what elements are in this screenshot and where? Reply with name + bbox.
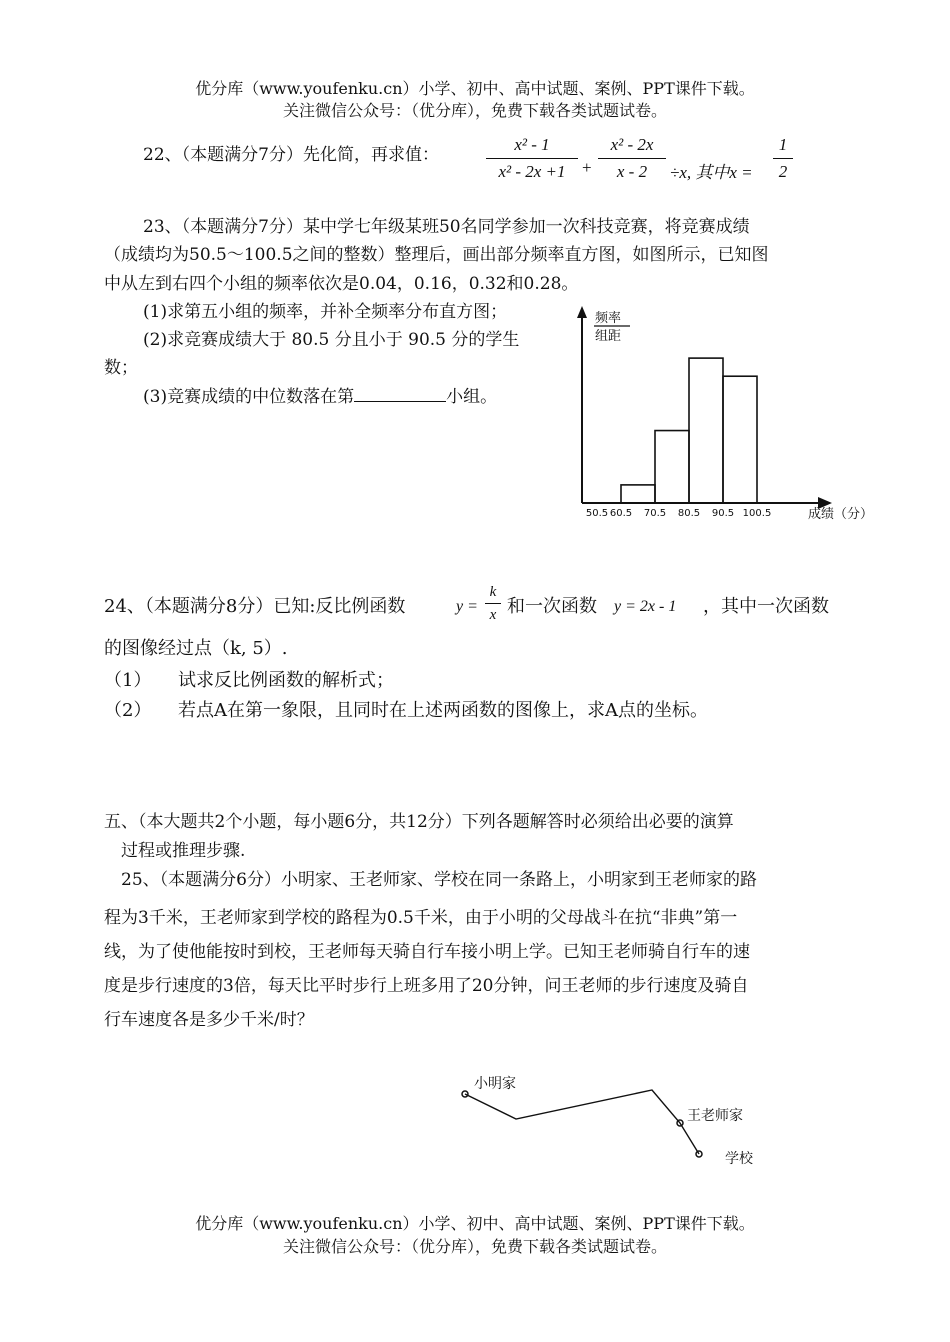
q24-sub-2: 若点A在第一象限，且同时在上述两函数的图像上，求A点的坐标。	[178, 700, 708, 721]
y-label-top: 频率	[595, 311, 622, 326]
tick-label-2: 60.5	[609, 508, 633, 519]
q23-sub-3	[143, 385, 497, 408]
q25-line-1: 25、（本题满分6分）小明家、王老师家、学校在同一条路上，小明家到王老师家的路	[121, 870, 757, 890]
q22-frac3-denominator: 2	[778, 162, 788, 181]
q25-line-4: 度是步行速度的3倍，每天比平时步行上班多用了20分钟，问王老师的步行速度及骑自	[104, 976, 749, 996]
school-label: 学校	[725, 1151, 753, 1167]
q25-line-3: 线，为了使他能按时到校，王老师每天骑自行车接小明上学。已知王老师骑自行车的速	[104, 942, 750, 962]
section-5-line-2: 过程或推理步骤.	[121, 841, 246, 861]
histogram-bar-4	[689, 358, 723, 503]
tick-label-3: 70.5	[643, 508, 667, 519]
tick-label-4: 80.5	[677, 508, 701, 519]
q25-line-5: 行车速度各是多少千米/时？	[104, 1010, 314, 1030]
q24-x: x	[489, 607, 497, 623]
section-5-line-1: 五、（本大题共2个小题，每小题6分，共12分）下列各题解答时必须给出必要的演算	[104, 812, 734, 832]
q23-sub-3-before: (3)竞赛成绩的中位数落在第	[143, 387, 355, 407]
x-axis-label: 成绩（分）	[808, 507, 874, 522]
answer-blank	[354, 385, 446, 402]
tick-label-1: 50.5	[585, 508, 609, 519]
q24-linear-function: y = 2x - 1	[614, 598, 677, 615]
histogram-ticks	[586, 508, 771, 519]
q22-frac2-denominator: x - 2	[616, 162, 648, 181]
q25-line-2: 程为3千米，王老师家到学校的路程为0.5千米，由于小明的父母战斗在抗“非典”第一	[104, 908, 738, 928]
q22-condition: ÷x, 其中x =	[670, 163, 753, 182]
tick-label-6: 100.5	[742, 508, 772, 519]
q23-sub-2a: (2)求竞赛成绩大于 80.5 分且小于 90.5 分的学生	[143, 330, 520, 350]
q23-sub-3-after: 小组。	[446, 387, 498, 407]
q24-k: k	[489, 584, 497, 600]
q22-fraction-1	[486, 134, 578, 183]
xiaoming-home-label: 小明家	[474, 1076, 516, 1092]
histogram-bars	[621, 358, 757, 503]
q22-frac2-numerator: x² - 2x	[610, 135, 654, 154]
q23-line-2: （成绩均为50.5～100.5之间的整数）整理后，画出部分频率直方图，如图所示，已知图	[104, 245, 769, 265]
q22-plus: +	[582, 158, 592, 177]
q22-fraction-2	[598, 134, 666, 183]
q23-line-3: 中从左到右四个小组的频率依次是0.04，0.16，0.32和0.28。	[104, 274, 579, 294]
q24-line-2: 的图像经过点（k, 5）.	[104, 638, 288, 659]
q24-y-equals: y =	[456, 598, 478, 615]
route-map	[450, 1062, 790, 1172]
q22-frac3-numerator: 1	[778, 135, 788, 154]
header-line-1: 优分库（www.youfenku.cn）小学、初中、高中试题、案例、PPT课件下载。	[195, 79, 755, 98]
histogram-bar-3	[655, 431, 689, 503]
y-axis-arrow	[577, 306, 587, 318]
q24-sub-2-number: （2）	[104, 700, 152, 721]
q22-frac1-denominator: x² - 2x +1	[498, 162, 566, 181]
header-line-2: 关注微信公众号：（优分库），免费下载各类试题试卷。	[282, 101, 667, 120]
q24-line-1-end: ，其中一次函数	[703, 596, 829, 617]
q23-sub-2b: 数；	[104, 358, 138, 378]
q24-k-over-x	[485, 583, 501, 624]
q24-sub-1-number: （1）	[104, 670, 152, 691]
route-line	[465, 1090, 699, 1154]
frequency-histogram	[570, 300, 890, 530]
q24-and-linear: 和一次函数	[507, 596, 597, 617]
q22-text: 22、（本题满分7分）先化简，再求值：	[143, 145, 439, 165]
q22-frac1-numerator: x² - 1	[514, 135, 550, 154]
y-label-bottom: 组距	[595, 329, 622, 344]
footer-line-1: 优分库（www.youfenku.cn）小学、初中、高中试题、案例、PPT课件下载。	[195, 1214, 755, 1233]
histogram-bar-2	[621, 485, 655, 503]
q22-fraction-3	[773, 134, 793, 183]
q23-sub-1: (1)求第五小组的频率，并补全频率分布直方图；	[143, 302, 508, 322]
histogram-bar-5	[723, 376, 757, 503]
footer-line-2: 关注微信公众号：（优分库），免费下载各类试题试卷。	[282, 1237, 667, 1256]
q23-line-1: 23、（本题满分7分）某中学七年级某班50名同学参加一次科技竞赛，将竞赛成绩	[143, 217, 750, 237]
tick-label-5: 90.5	[711, 508, 735, 519]
teacher-home-label: 王老师家	[687, 1108, 743, 1124]
q24-sub-1: 试求反比例函数的解析式；	[178, 670, 394, 691]
q24-intro: 24、（本题满分8分）已知:反比例函数	[104, 596, 406, 617]
